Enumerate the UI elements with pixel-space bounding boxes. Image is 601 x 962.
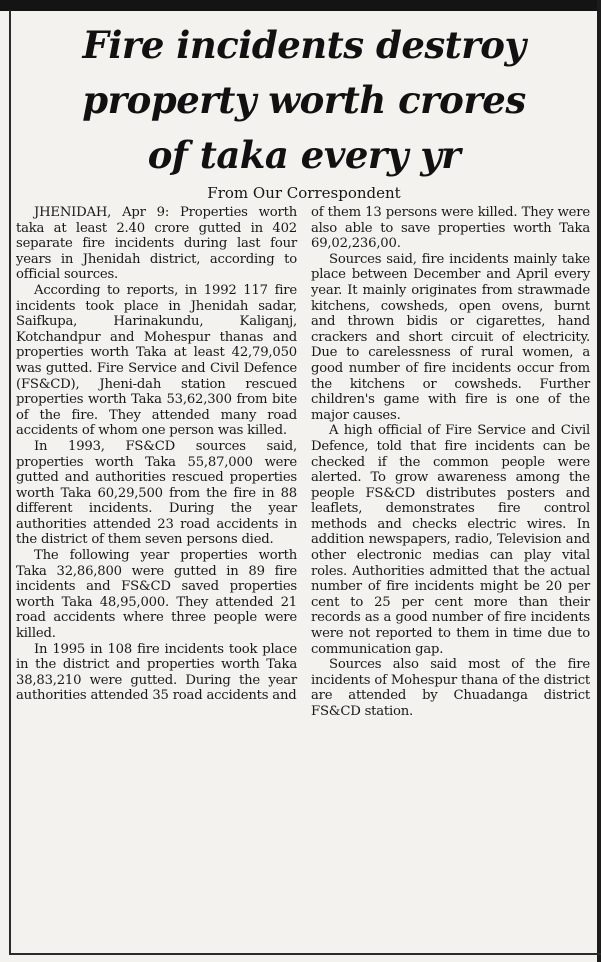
left-column: [16, 205, 297, 704]
byline: From Our Correspondent: [207, 184, 401, 202]
paragraph: In 1995 in 108 fire incidents took place in the district and properties worth Taka 38,83,210 were gutted. During the year authorities attended 35 road accidents and: [16, 641, 297, 704]
paragraph: Sources also said most of the fire incidents of Mohespur thana of the district are attended by Chuadanga district FS&CD station.: [311, 657, 590, 719]
paragraph: In 1993, FS&CD sources said, properties worth Taka 55,87,000 were gutted and authorities rescued properties worth Taka 60,29,500 from the fire in 88 different incidents. During the year authorities attended 23 road accidents in the district of them seven persons died.: [16, 438, 297, 548]
paragraph: A high official of Fire Service and Civil Defence, told that fire incidents can be checked if the common people were alerted. To grow awareness among the people FS&CD distributes posters and leaflets, demonstrates fire control methods and checks electric wires. In addition newspapers, radio, Television and other electronic medias can play vital roles. Authorities admitted that the actual number of fire incidents might be 20 per cent to 25 per cent more than their records as a good number of fire incidents were not reported to them in time due to communication gap.: [311, 423, 590, 657]
headline-line-3: of taka every yr: [147, 133, 461, 177]
paragraph-continued: of them 13 persons were killed. They were also able to save properties worth Taka 69,02,236,00.: [311, 205, 590, 252]
paragraph: The following year properties worth Taka 32,86,800 were gutted in 89 fire incidents and FS&CD saved properties worth Taka 48,95,000. They attended 21 road accidents where three people were killed.: [16, 548, 297, 642]
paragraph: Sources said, fire incidents mainly take place between December and April every year. It mainly originates from strawmade kitchens, cowsheds, open ovens, burnt and thrown bidis or cigarettes, hand crackers and short circuit of electricity. Due to carelessness of rural women, a good number of fire incidents occur from the kitchens or cowsheds. Further children's game with fire is one of the major causes.: [311, 251, 590, 423]
headline-line-2: property worth crores: [82, 78, 526, 122]
left-border-rule: [9, 10, 11, 954]
top-border-rule: [0, 0, 601, 11]
headline-line-1: Fire incidents destroy: [82, 23, 526, 67]
headline: [14, 18, 594, 183]
paragraph: According to reports, in 1992 117 fire incidents took place in Jhenidah sadar, Saifkupa, Harinakundu, Kaliganj, Kotchandpur and Mohespur thanas and properties worth Taka at least 42,79,050 was gutted. Fire Service and Civil Defence (FS&CD), Jheni-dah station rescued properties worth Taka 53,62,300 from bite of the fire. They attended many road accidents of whom one person was killed.: [16, 282, 297, 439]
paragraph: JHENIDAH, Apr 9: Properties worth taka at least 2.40 crore gutted in 402 separate fire incidents during last four years in Jhenidah district, according to official sources.: [16, 205, 297, 283]
right-column: [311, 205, 590, 720]
bottom-border-rule: [9, 953, 601, 955]
right-border-rule: [597, 0, 601, 962]
